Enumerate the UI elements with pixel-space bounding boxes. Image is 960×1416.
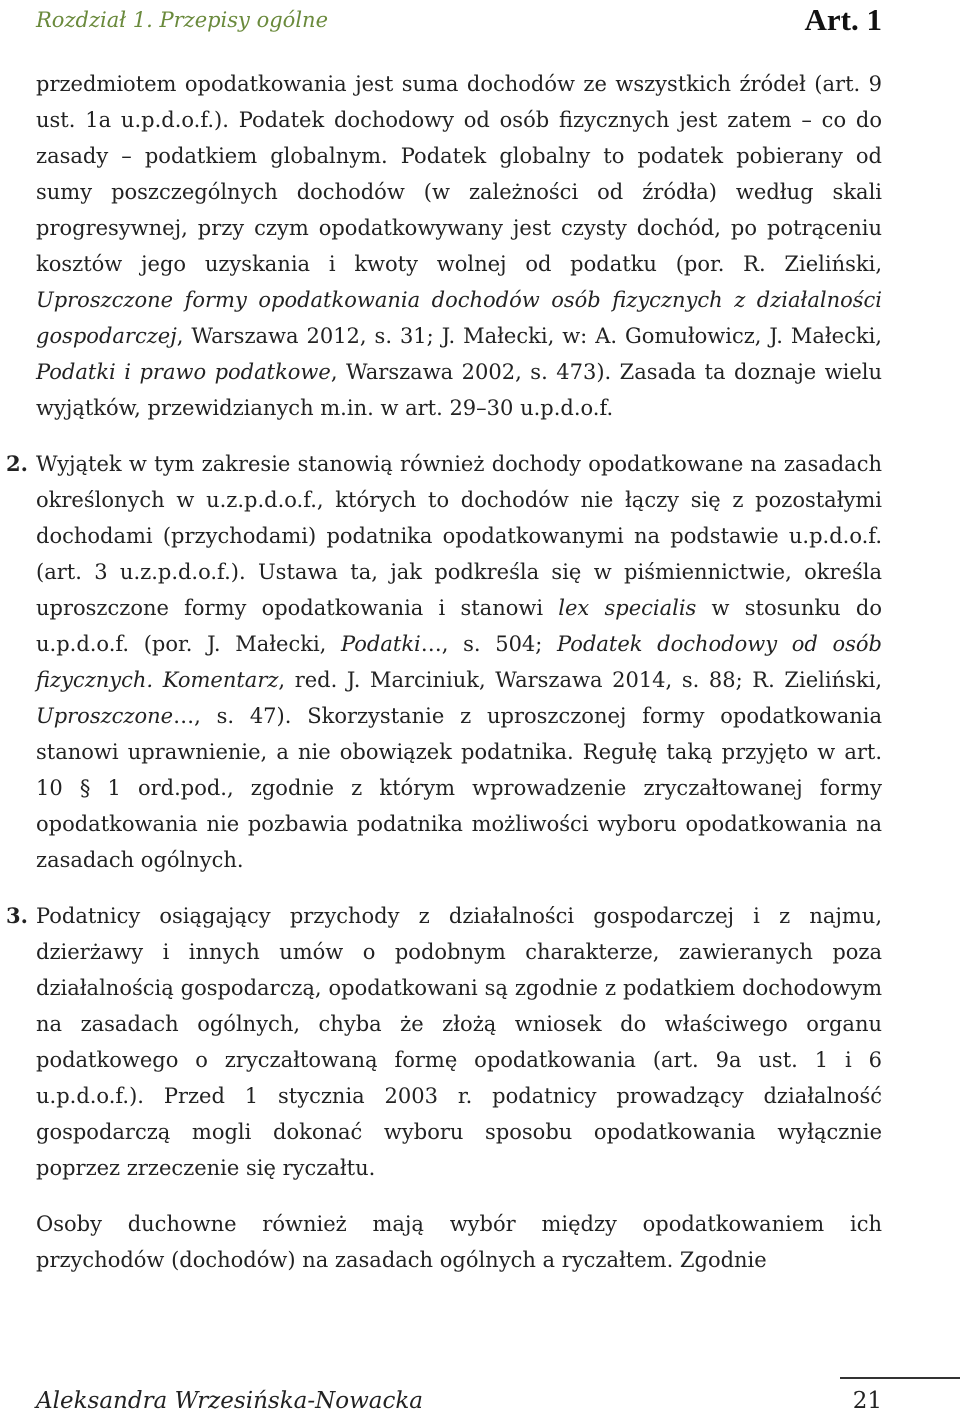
- body-text: [6, 66, 883, 1278]
- p1-text-3: , Warszawa 2002, s. 473). Zasada ta doznaje wielu wyjątków, przewidzianych m.in. w art. 29–30 u.p.d.o.f.: [36, 360, 882, 420]
- p2-text-1: Wyjątek w tym zakresie stanowią również dochody opodatkowane na zasadach określonych w u.z.p.d.o.f., których to dochodów nie łączy się z pozostałymi dochodami (przychodami) podatnika opodatkowanymi na podstawie u.p.d.o.f. (art. 3 u.z.p.d.o.f.). Ustawa ta, jak podkreśla się w piśmiennictwie, określa uproszczone formy opodatkowania i stanowi: [36, 452, 882, 620]
- header-article-number: Art. 1: [804, 2, 882, 37]
- p1-text-1: przedmiotem opodatkowania jest suma dochodów ze wszystkich źródeł (art. 9 ust. 1a u.p.d.o.f.). Podatek dochodowy od osób fizycznych jest zatem – co do zasady – podatkiem globalnym. Podatek globalny to podatek pobierany od sumy poszczególnych dochodów (w zależności od źródła) według skali progresywnej, przy czym opodatkowywany jest czysty dochód, po potrąceniu kosztów jego uzyskania i kwoty wolnej od podatku (por. R. Zieliński,: [36, 72, 882, 276]
- p3-text: Podatnicy osiągający przychody z działalności gospodarczej i z najmu, dzierżawy i innych umów o podobnym charakterze, zawieranych poza działalnością gospodarczą, opodatkowani są zgodnie z podatkiem dochodowym na zasadach ogólnych, chyba że złożą wniosek do właściwego organu podatkowego o zryczałtowaną formę opodatkowania (art. 9a ust. 1 i 6 u.p.d.o.f.). Przed 1 stycznia 2003 r. podatnicy prowadzący działalność gospodarczą mogli dokonać wyboru sposobu opodatkowania wyłącznie poprzez zrzeczenie się ryczałtu.: [36, 904, 882, 1180]
- header-chapter-title: Rozdział 1. Przepisy ogólne: [36, 8, 328, 32]
- p2-italic-4: Uproszczone: [36, 704, 174, 728]
- paragraph-2-number: 2.: [6, 451, 28, 476]
- page-number: 21: [852, 1388, 882, 1414]
- footer-rule: [840, 1377, 960, 1379]
- paragraph-3-number: 3.: [6, 903, 28, 928]
- p1-text-2: , Warszawa 2012, s. 31; J. Małecki, w: A. Gomułowicz, J. Małecki,: [176, 324, 882, 348]
- running-header: [36, 2, 882, 38]
- p2-text-5: …, s. 47). Skorzystanie z uproszczonej formy opodatkowania stanowi uprawnienie, a nie obowiązek podatnika. Regułę taką przyjęto w art. 10 § 1 ord.pod., zgodnie z którym wprowadzenie zryczałtowanej formy opodatkowania nie pozbawia podatnika możliwości wyboru opodatkowania na zasadach ogólnych.: [36, 704, 882, 872]
- footer-author: Aleksandra Wrzesińska-Nowacka: [36, 1388, 424, 1414]
- p2-text-3: …, s. 504;: [420, 632, 558, 656]
- paragraph-1-continued: [36, 66, 882, 426]
- paragraph-2: [6, 446, 883, 878]
- paragraph-3: [6, 898, 882, 1186]
- p1-citation-title-2: Podatki i prawo podatkowe: [36, 360, 331, 384]
- p2-text-4: , red. J. Marciniuk, Warszawa 2014, s. 88; R. Zieliński,: [278, 668, 882, 692]
- paragraph-4: [36, 1206, 882, 1278]
- p2-text-2: w stosunku do u.p.d.o.f. (por. J. Małecki,: [36, 596, 882, 656]
- p2-italic-2: Podatki: [341, 632, 421, 656]
- p4-text: Osoby duchowne również mają wybór między opodatkowaniem ich przychodów (dochodów) na zasadach ogólnych a ryczałtem. Zgodnie: [36, 1212, 882, 1272]
- p2-italic-1: lex specialis: [558, 596, 697, 620]
- p2-italic-3: Podatek dochodowy od osób fizycznych. Komentarz: [36, 632, 883, 692]
- p1-citation-title-1: Uproszczone formy opodatkowania dochodów osób fizycznych z działalności gospodarczej: [36, 288, 882, 348]
